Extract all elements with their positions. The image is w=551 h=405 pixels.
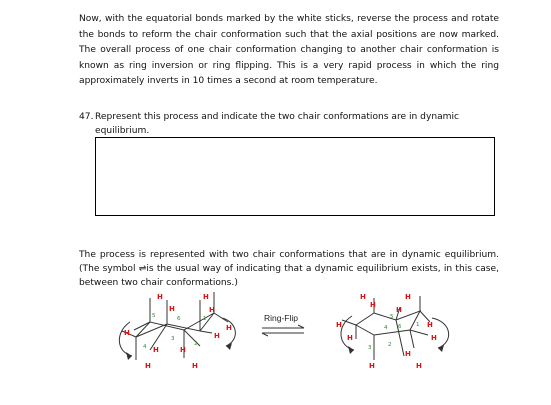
- hydrogen-label: H: [370, 301, 376, 309]
- hydrogen-label: H: [226, 324, 232, 332]
- hydrogen-label: H: [360, 293, 366, 301]
- left-arrowhead: [126, 352, 132, 360]
- carbon-number: 4: [384, 325, 388, 331]
- explanation-paragraph: The process is represented with two chair conformations that are in dynamic equilibrium. (The symbol ⇌is the usual way of indicating that a dynamic equilibrium exists, in this case, between two chair conformations.): [79, 250, 499, 289]
- hydrogen-label: H: [405, 350, 411, 358]
- hydrogen-label: H: [396, 306, 402, 314]
- right-axial-bond: [410, 330, 414, 348]
- left-carbon-numbers: [143, 313, 207, 350]
- carbon-number: 5: [390, 314, 394, 320]
- ring-flip-label: Ring-Flip: [264, 313, 299, 323]
- right-arrowhead: [348, 346, 354, 354]
- carbon-number: 3: [171, 336, 175, 342]
- hydrogen-label: H: [124, 329, 130, 337]
- left-equatorial-bond: [134, 322, 150, 330]
- left-equatorial-bond: [214, 313, 228, 322]
- question-number: 47.: [79, 112, 94, 122]
- carbon-number: 2: [388, 342, 392, 348]
- hydrogen-label: H: [214, 332, 220, 340]
- carbon-number: 1: [203, 316, 207, 322]
- carbon-number: 4: [143, 344, 147, 350]
- hydrogen-label: H: [347, 334, 353, 342]
- left-curved-arrow: [119, 322, 132, 356]
- question-text-line1: Represent this process and indicate the two chair conformations are in dynamic: [95, 112, 460, 122]
- hydrogen-label: H: [153, 346, 159, 354]
- hydrogen-label: H: [336, 321, 342, 329]
- carbon-number: 5: [152, 313, 156, 319]
- hydrogen-label: H: [145, 362, 151, 370]
- hydrogen-label: H: [157, 293, 163, 301]
- hydrogen-label: H: [427, 321, 433, 329]
- right-hydrogens: [336, 293, 437, 370]
- left-equatorial-bond: [200, 331, 212, 333]
- carbon-number: 2: [194, 341, 198, 347]
- carbon-number: 6: [177, 316, 181, 322]
- hydrogen-label: H: [369, 362, 375, 370]
- left-chair-conformation: [119, 292, 235, 360]
- intro-paragraph: Now, with the equatorial bonds marked by the white sticks, reverse the process and rotate the bonds to reform the chair conformation such that the axial positions are now marked. The overall process of one chair conformation changing to another chair conformation is known as ring inversion or ring flipping. This is a very rapid process in which the ring approximately inverts in 10 times a second at room temperature.: [79, 14, 499, 87]
- hydrogen-label: H: [431, 334, 437, 342]
- right-curved-arrow: [341, 316, 354, 350]
- hydrogen-label: H: [192, 362, 198, 370]
- hydrogen-label: H: [405, 293, 411, 301]
- equilibrium-arrows: [262, 325, 304, 336]
- carbon-number: 6: [398, 324, 402, 330]
- question-text-line2: equilibrium.: [95, 125, 150, 136]
- right-curved-arrow: [432, 318, 449, 348]
- hydrogen-label: H: [209, 306, 215, 314]
- right-equatorial-bond: [410, 330, 428, 335]
- left-curved-arrow: [222, 318, 235, 346]
- hydrogen-label: H: [169, 305, 175, 313]
- hydrogen-label: H: [416, 362, 422, 370]
- left-hydrogens: [124, 293, 232, 370]
- hydrogen-label: H: [180, 346, 186, 354]
- left-equatorial-bond: [184, 330, 200, 346]
- hydrogen-label: H: [203, 293, 209, 301]
- carbon-number: 3: [368, 345, 372, 351]
- carbon-number: 1: [416, 322, 420, 328]
